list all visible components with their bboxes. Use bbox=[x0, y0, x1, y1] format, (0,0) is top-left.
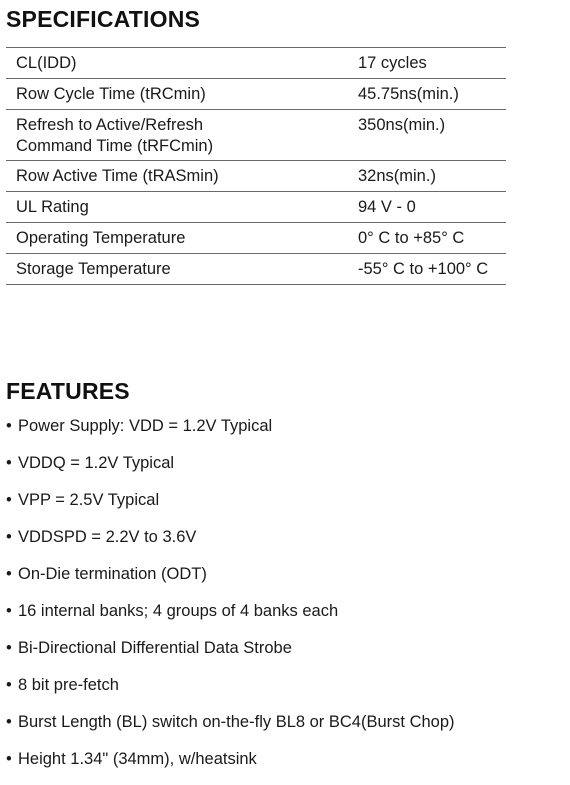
spec-label: UL Rating bbox=[6, 192, 351, 223]
list-item bbox=[6, 674, 455, 711]
spec-value: 94 V - 0 bbox=[351, 192, 506, 223]
bullet-icon: • bbox=[6, 565, 12, 583]
feature-text: VDDSPD = 2.2V to 3.6V bbox=[18, 528, 197, 546]
list-item bbox=[6, 452, 455, 489]
list-item bbox=[6, 526, 455, 563]
spec-value: 350ns(min.) bbox=[351, 110, 506, 161]
specifications-heading: SPECIFICATIONS bbox=[6, 6, 201, 32]
list-item bbox=[6, 637, 455, 674]
feature-text: VDDQ = 1.2V Typical bbox=[18, 454, 175, 472]
table-row bbox=[6, 192, 506, 223]
bullet-icon: • bbox=[6, 602, 12, 620]
features-heading: FEATURES bbox=[6, 378, 130, 404]
bullet-icon: • bbox=[6, 491, 12, 509]
table-row bbox=[6, 48, 506, 79]
feature-text: 8 bit pre-fetch bbox=[18, 676, 119, 694]
spec-label: Operating Temperature bbox=[6, 223, 351, 254]
list-item bbox=[6, 489, 455, 526]
spec-label: Storage Temperature bbox=[6, 254, 351, 285]
bullet-icon: • bbox=[6, 417, 12, 435]
spec-value: -55° C to +100° C bbox=[351, 254, 506, 285]
bullet-icon: • bbox=[6, 639, 12, 657]
feature-text: Height 1.34" (34mm), w/heatsink bbox=[18, 750, 257, 768]
spec-value: 0° C to +85° C bbox=[351, 223, 506, 254]
bullet-icon: • bbox=[6, 750, 12, 768]
specifications-table bbox=[6, 47, 506, 285]
feature-text: 16 internal banks; 4 groups of 4 banks each bbox=[18, 602, 339, 620]
spec-label bbox=[6, 110, 351, 161]
feature-text: VPP = 2.5V Typical bbox=[18, 491, 160, 509]
table-row bbox=[6, 254, 506, 285]
bullet-icon: • bbox=[6, 713, 12, 731]
table-row bbox=[6, 223, 506, 254]
list-item bbox=[6, 711, 455, 748]
list-item bbox=[6, 748, 455, 785]
bullet-icon: • bbox=[6, 676, 12, 694]
spec-value: 17 cycles bbox=[351, 48, 506, 79]
feature-text: On-Die termination (ODT) bbox=[18, 565, 207, 583]
features-list bbox=[6, 415, 455, 785]
list-item bbox=[6, 415, 455, 452]
spec-label: Row Active Time (tRASmin) bbox=[6, 161, 351, 192]
spec-label: Row Cycle Time (tRCmin) bbox=[6, 79, 351, 110]
bullet-icon: • bbox=[6, 454, 12, 472]
feature-text: Bi-Directional Differential Data Strobe bbox=[18, 639, 292, 657]
list-item bbox=[6, 563, 455, 600]
feature-text: Power Supply: VDD = 1.2V Typical bbox=[18, 417, 273, 435]
bullet-icon: • bbox=[6, 528, 12, 546]
feature-text: Burst Length (BL) switch on-the-fly BL8 or BC4(Burst Chop) bbox=[18, 713, 455, 731]
spec-label: CL(IDD) bbox=[6, 48, 351, 79]
list-item bbox=[6, 600, 455, 637]
table-row bbox=[6, 110, 506, 161]
spec-label-line-2: Command Time (tRFCmin) bbox=[16, 137, 214, 155]
table-row bbox=[6, 79, 506, 110]
table-row bbox=[6, 161, 506, 192]
spec-value: 45.75ns(min.) bbox=[351, 79, 506, 110]
spec-label-line-1: Refresh to Active/Refresh bbox=[16, 116, 204, 134]
spec-value: 32ns(min.) bbox=[351, 161, 506, 192]
